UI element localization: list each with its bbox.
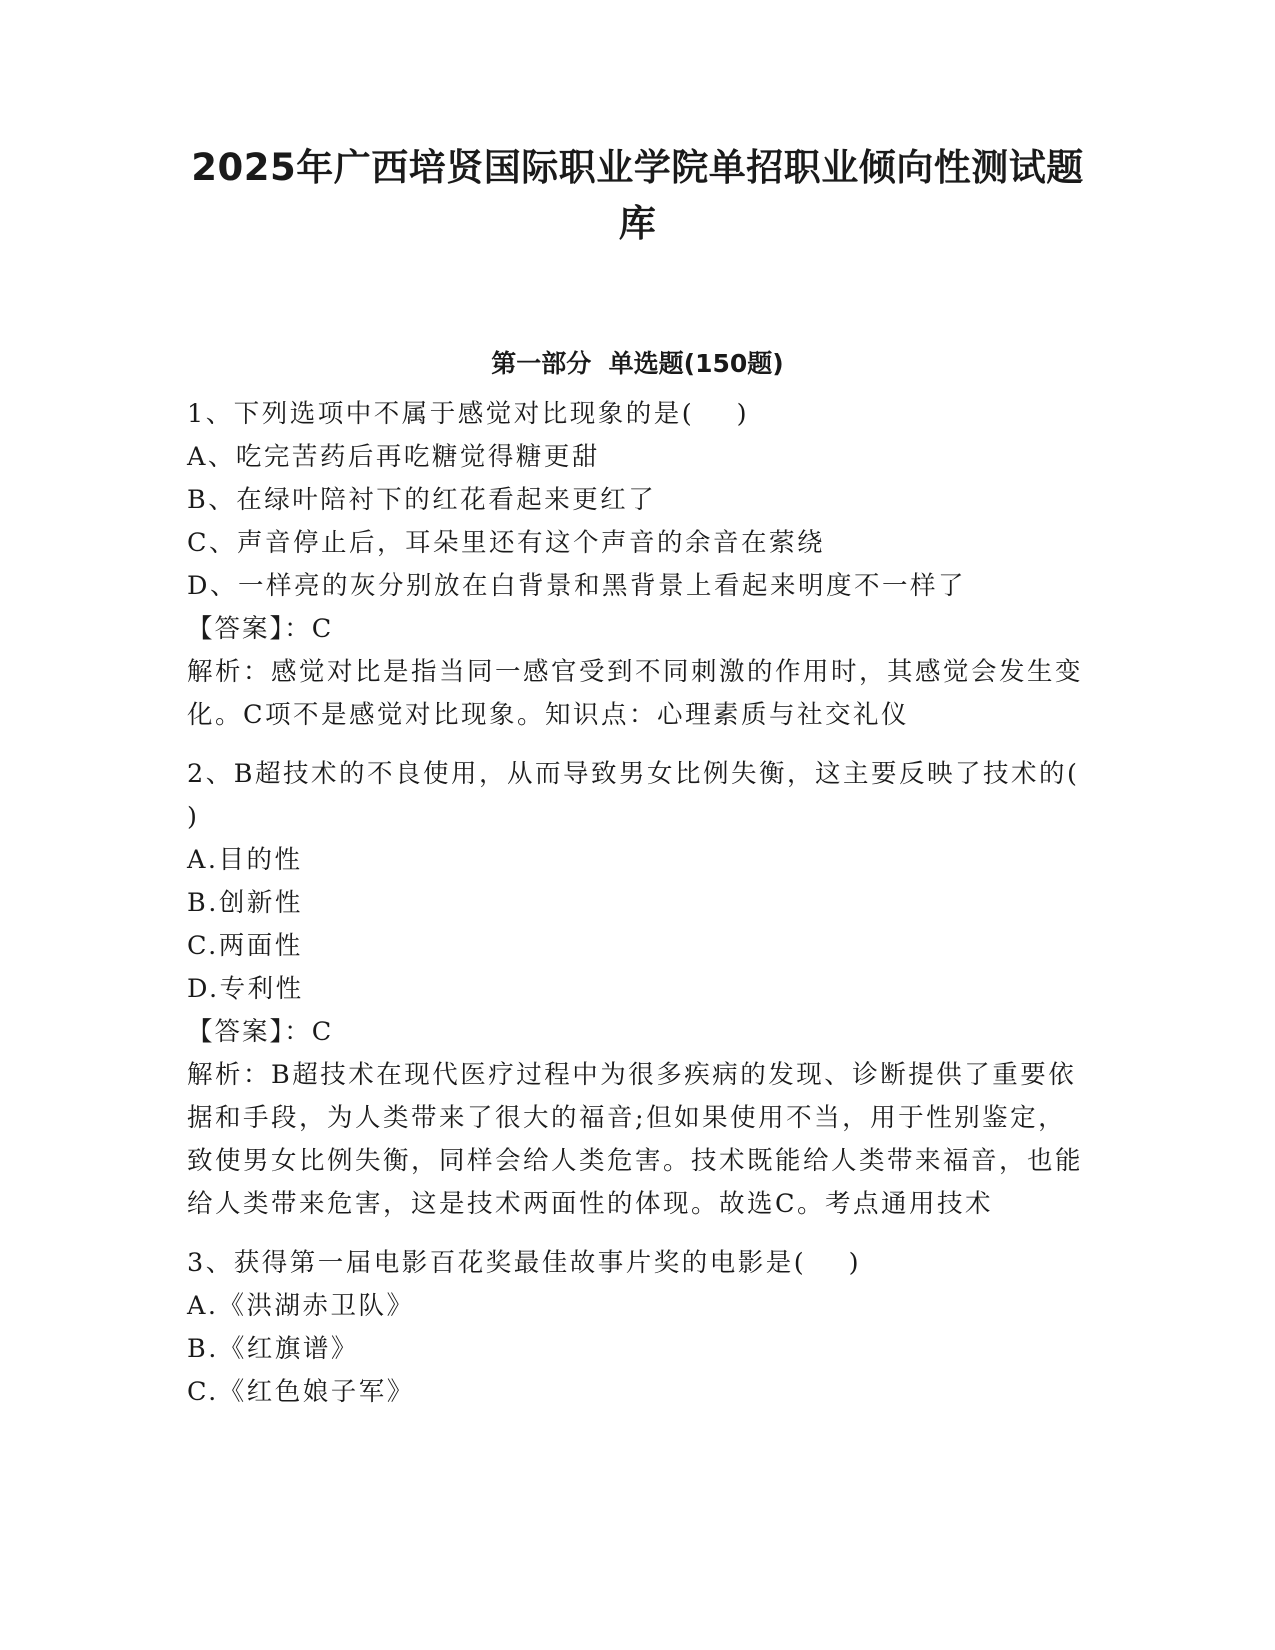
option-a: A.目的性 (187, 845, 303, 875)
option-b: B.创新性 (187, 888, 303, 918)
answer: 【答案】：C (187, 1017, 334, 1047)
option-c: C.《红色娘子军》 (187, 1377, 415, 1407)
question-item (187, 1242, 1087, 1414)
title-line-2: 库 (618, 202, 657, 245)
option-b: B、在绿叶陪衬下的红花看起来更红了 (187, 485, 657, 515)
answer: 【答案】：C (187, 614, 334, 644)
section-heading: 第一部分 单选题(150题) (491, 349, 784, 378)
question-stem: 3、获得第一届电影百花奖最佳故事片奖的电影是( ) (187, 1248, 862, 1278)
question-stem: 2、B超技术的不良使用，从而导致男女比例失衡，这主要反映了技术的( ) (187, 759, 1122, 832)
option-a: A.《洪湖赤卫队》 (187, 1291, 415, 1321)
document-title (150, 140, 1125, 252)
option-d: D.专利性 (187, 974, 304, 1004)
option-d: D、一样亮的灰分别放在白背景和黑背景上看起来明度不一样了 (187, 571, 966, 601)
option-a: A、吃完苦药后再吃糖觉得糖更甜 (187, 442, 600, 472)
title-line-1: 2025年广西培贤国际职业学院单招职业倾向性测试题 (191, 146, 1084, 189)
question-item (187, 393, 1087, 737)
analysis: 解析：B超技术在现代医疗过程中为很多疾病的发现、诊断提供了重要依据和手段，为人类带来了很大的福音;但如果使用不当，用于性别鉴定，致使男女比例失衡，同样会给人类危害。技术既能给人类带来福音，也能给人类带来危害，这是技术两面性的体现。故选C。考点通用技术 (187, 1060, 1084, 1219)
question-item (187, 753, 1122, 1226)
option-b: B.《红旗谱》 (187, 1334, 359, 1364)
question-list (187, 393, 1122, 1430)
option-c: C.两面性 (187, 931, 303, 961)
option-c: C、声音停止后，耳朵里还有这个声音的余音在萦绕 (187, 528, 826, 558)
question-stem: 1、下列选项中不属于感觉对比现象的是( ) (187, 399, 750, 429)
analysis: 解析：感觉对比是指当同一感官受到不同刺激的作用时，其感觉会发生变化。C项不是感觉对比现象。知识点：心理素质与社交礼仪 (187, 657, 1084, 730)
